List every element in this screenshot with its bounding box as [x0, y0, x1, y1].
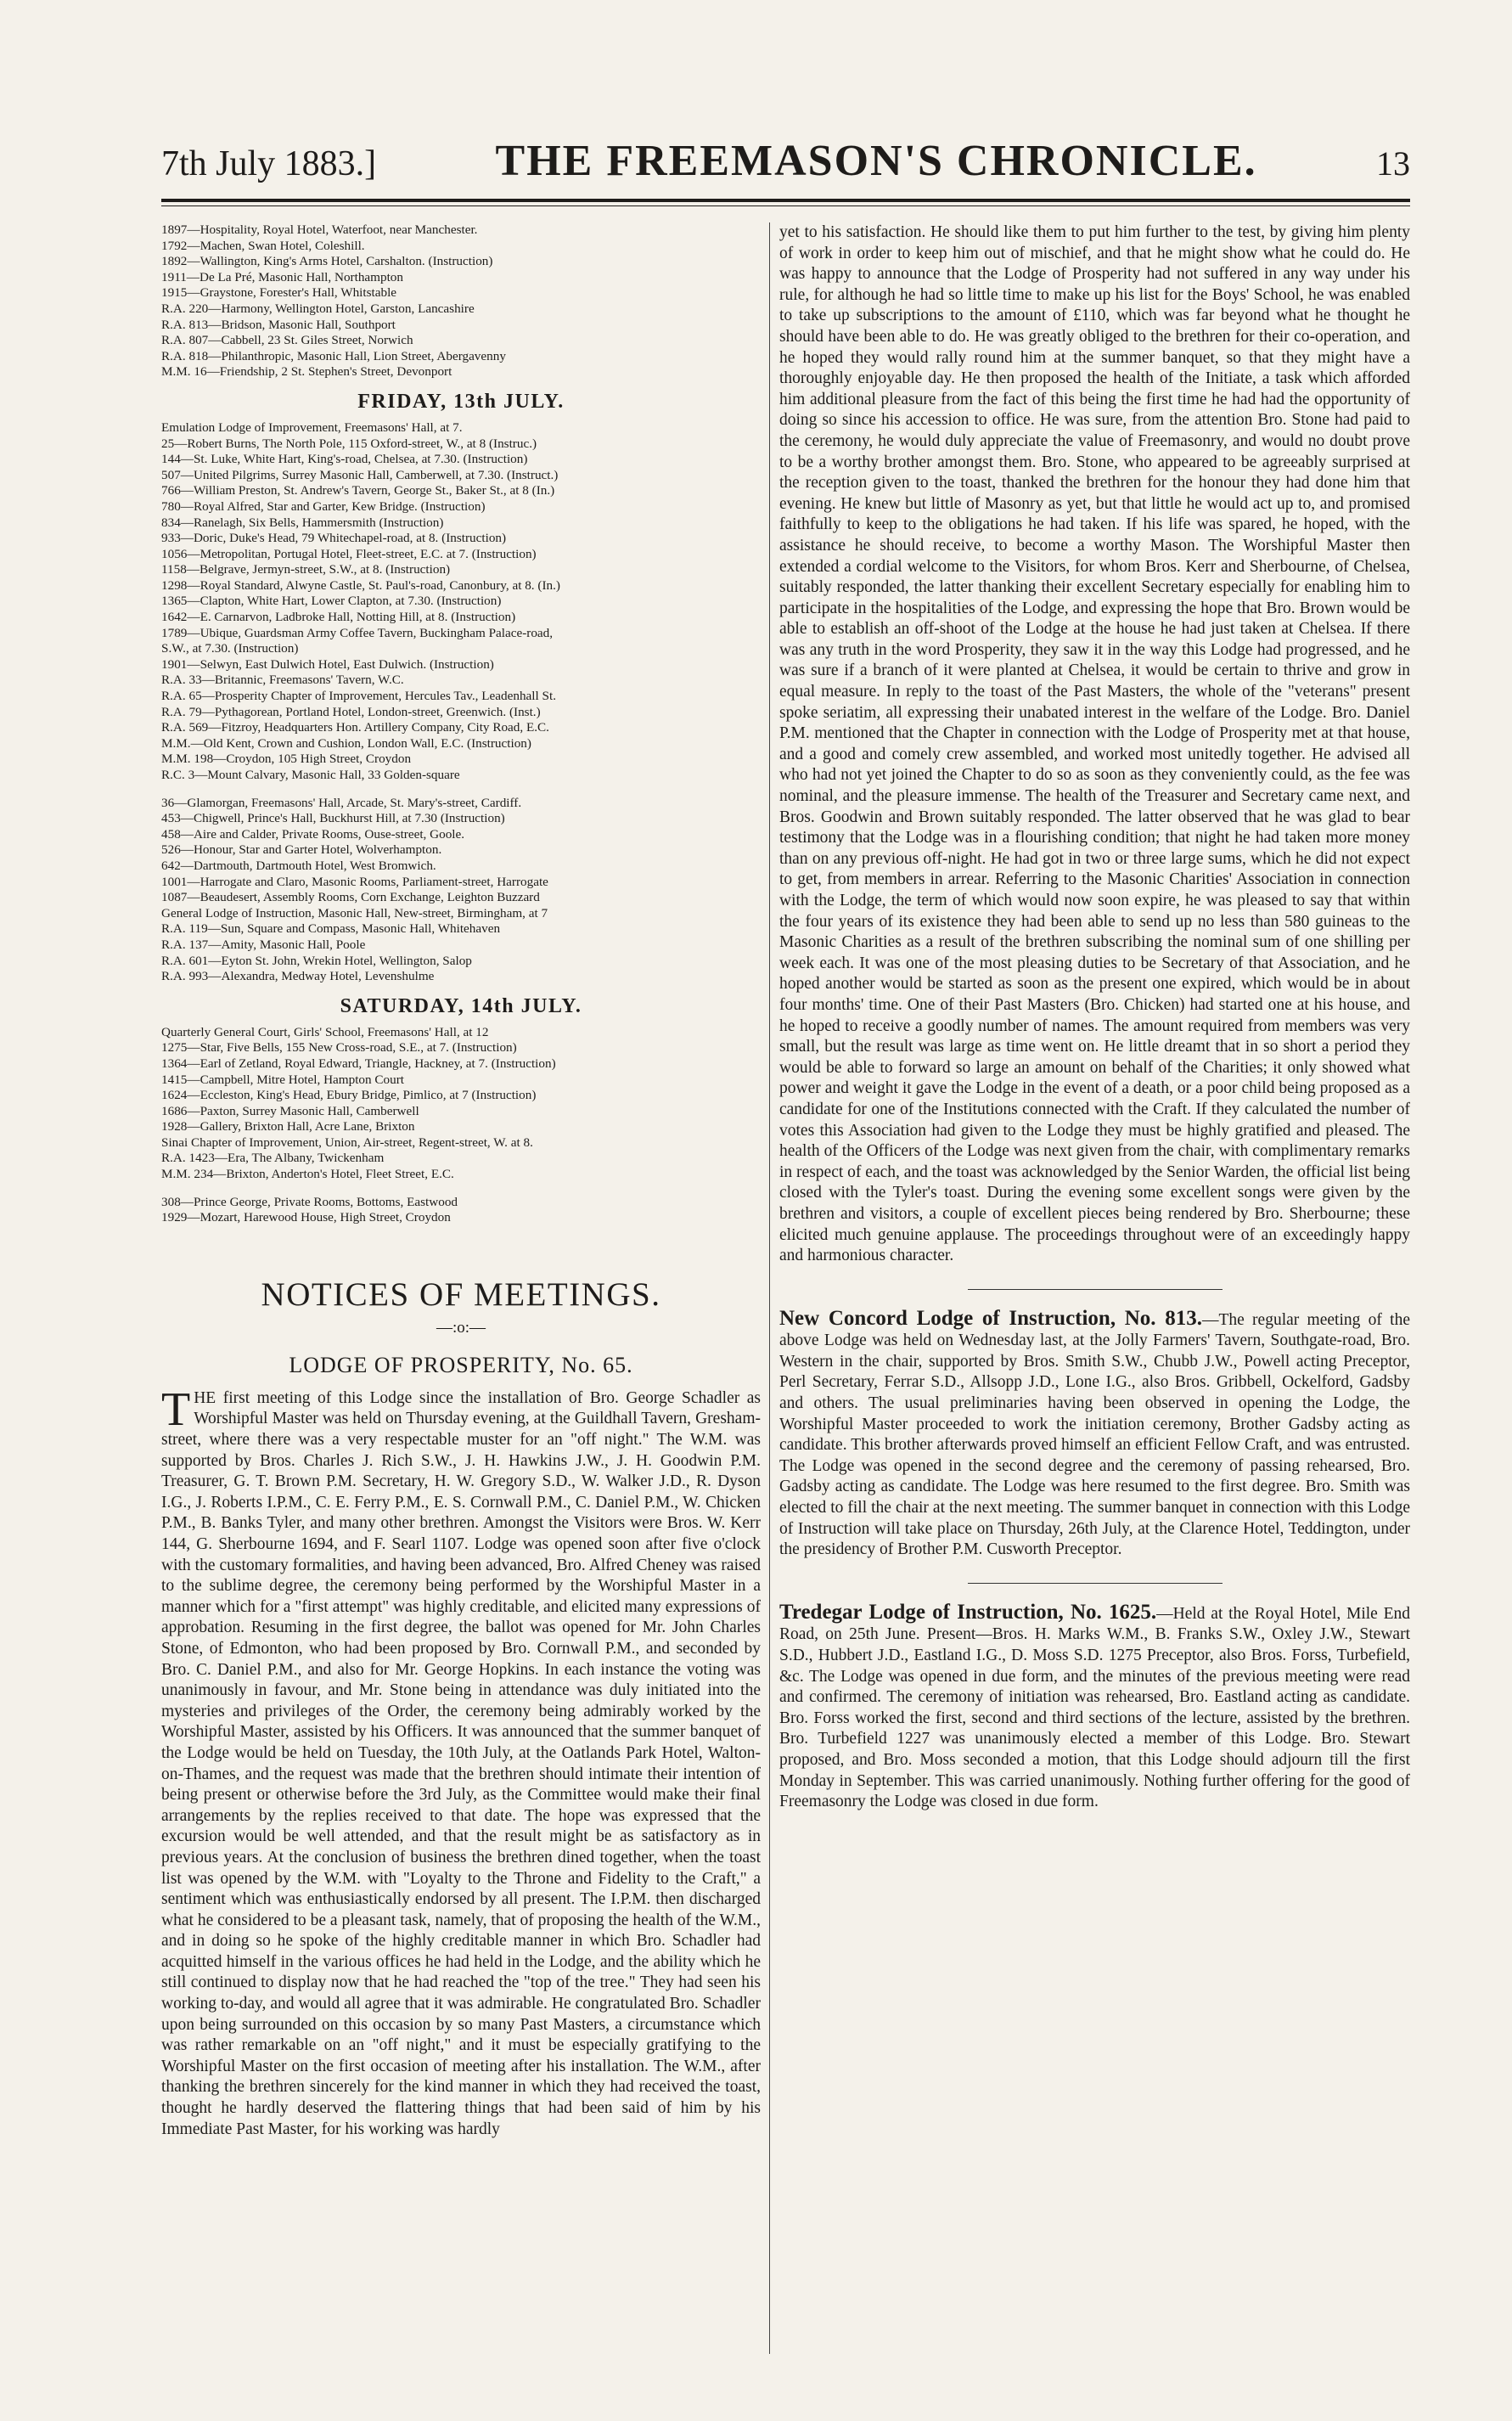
meeting-list-item: General Lodge of Instruction, Masonic Hall, New-street, Birmingham, at 7: [161, 905, 548, 921]
meeting-list-item: 780—Royal Alfred, Star and Garter, Kew Bridge. (Instruction): [161, 498, 486, 514]
meeting-list-item: R.A. 137—Amity, Masonic Hall, Poole: [161, 937, 366, 952]
lodge-prosperity-heading: LODGE OF PROSPERITY, No. 65.: [289, 1352, 633, 1377]
tredegar-body: —Held at the Royal Hotel, Mile End Road, on 25th June. Present—Bros. H. Marks W.M., B. Franks S.W., Oxley J.W., Stewart S.D., Hubbert J.D., Eastland I.G., D. Moss S.D. 1275 Preceptor, also Bros. Forss, Turbefield, &c. The Lodge was opened in due form, and the minutes of the previous meeting were read and confirmed. The ceremony of initiation was rehearsed, Bro. Eastland acting as candidate. Bro. Forss worked the first, second and third sections of the lecture, assisted by the brethren. Bro. Turbefield 1227 was unanimously elected a member of this Lodge. Bro. Stewart proposed, and Bro. Moss seconded a motion, that this Lodge should adjourn till the first Monday in September. This was carried unanimously. Nothing further offering for the good of Freemasonry the Lodge was closed in due form.: [779, 1604, 1410, 1811]
meeting-list-item: 834—Ranelagh, Six Bells, Hammersmith (Instruction): [161, 515, 444, 530]
meeting-list-item: S.W., at 7.30. (Instruction): [161, 641, 299, 656]
meeting-list-item: 1897—Hospitality, Royal Hotel, Waterfoot, near Manchester.: [161, 222, 478, 237]
meeting-list-item: 1928—Gallery, Brixton Hall, Acre Lane, Brixton: [161, 1119, 415, 1134]
meeting-list-item: 1915—Graystone, Forester's Hall, Whitstable: [161, 285, 397, 301]
meeting-list-item: 507—United Pilgrims, Surrey Masonic Hall, Camberwell, at 7.30. (Instruct.): [161, 467, 559, 482]
article-separator-rule: [968, 1583, 1223, 1584]
new-concord-title: New Concord Lodge of Instruction, No. 813.: [779, 1306, 1202, 1330]
meeting-list-item: 36—Glamorgan, Freemasons' Hall, Arcade, St. Mary's-street, Cardiff.: [161, 795, 522, 810]
meeting-list-item: M.M. 198—Croydon, 105 High Street, Croydon: [161, 752, 412, 767]
meeting-list-item: R.A. 813—Bridson, Masonic Hall, Southport: [161, 317, 396, 332]
meeting-list-item: 1929—Mozart, Harewood House, High Street, Croydon: [161, 1210, 451, 1225]
page-number: 13: [1376, 144, 1410, 183]
meeting-list-item: 1415—Campbell, Mitre Hotel, Hampton Court: [161, 1072, 404, 1087]
meeting-list-item: 1001—Harrogate and Claro, Masonic Rooms, Parliament-street, Harrogate: [161, 874, 548, 889]
tredegar-title: Tredegar Lodge of Instruction, No. 1625.: [779, 1600, 1157, 1624]
list-gap: [161, 784, 761, 796]
meeting-list-item: R.A. 119—Sun, Square and Compass, Masonic Hall, Whitehaven: [161, 921, 501, 937]
meeting-list-item: 1686—Paxton, Surrey Masonic Hall, Camberwell: [161, 1103, 419, 1118]
meeting-list-item: 1624—Eccleston, King's Head, Ebury Bridge, Pimlico, at 7 (Instruction): [161, 1088, 537, 1103]
meeting-list-item: 1158—Belgrave, Jermyn-street, S.W., at 8. (Instruction): [161, 562, 451, 577]
meeting-list-item: R.A. 818—Philanthropic, Masonic Hall, Lion Street, Abergavenny: [161, 348, 506, 363]
meeting-list-item: R.A. 569—Fitzroy, Headquarters Hon. Artillery Company, City Road, E.C.: [161, 720, 549, 735]
meeting-list-item: 1911—De La Pré, Masonic Hall, Northampton: [161, 269, 403, 284]
meeting-list-item: 526—Honour, Star and Garter Hotel, Wolverhampton.: [161, 842, 442, 858]
right-column: [779, 222, 1410, 2354]
meeting-list-item: Quarterly General Court, Girls' School, Freemasons' Hall, at 12: [161, 1024, 489, 1039]
meeting-list-item: Emulation Lodge of Improvement, Freemasons' Hall, at 7.: [161, 419, 463, 435]
meeting-list-item: 1892—Wallington, King's Arms Hotel, Carshalton. (Instruction): [161, 254, 493, 269]
meeting-list-item: R.A. 601—Eyton St. John, Wrekin Hotel, Wellington, Salop: [161, 953, 472, 968]
notices-heading: NOTICES OF MEETINGS.: [261, 1275, 661, 1313]
page-header: [161, 136, 1410, 195]
issue-date: 7th July 1883.]: [161, 144, 377, 183]
meeting-list-item: 766—William Preston, St. Andrew's Tavern, George St., Baker St., at 8 (In.): [161, 483, 555, 498]
meeting-list-item: 1298—Royal Standard, Alwyne Castle, St. Paul's-road, Canonbury, at 8. (In.): [161, 577, 560, 593]
report-continuation: yet to his satisfaction. He should like them to put him further to the test, by giving him plenty of work in order to keep him out of mischief, and that he might show what he could do. He was happy to announce that the Lodge of Prosperity had not suffered in any way under his rule, for although he had so little time to make up his list for the Boys' School, he was enabled to take up subscriptions to the amount of £110, which was far beyond what he thought he should have been able to do. He was greatly obliged to the brethren for their co-operation, and he hoped they would rally round him at the summer banquet, so that they might have a thoroughly enjoyable day. He then proposed the health of the Initiate, a task which afforded him additional pleasure from the fact of this being the first time he had had the opportunity of doing so since his accession to office. He was sure, from the attention Bro. Stone had paid to the ceremony, he would duly appreciate the value of Freemasonry, and would no doubt prove to be a worthy brother amongst them. Bro. Stone, who appeared to be agreeably surprised at the reception given to the toast, thanked the brethren for the honour they had done him that evening. He knew but little of Masonry as yet, but that little he would act up to, and promised faithfully to keep to the obligations he had taken. If his life was spared, he hoped, with the assistance he should receive, to become a worthy Mason. The Worshipful Master then extended a cordial welcome to the Visitors, for whom Bros. Kerr and Sherbourne, of Chelsea, suitably responded, the latter thanking their excellent Secretary especially for enabling him to participate in the hospitalities of the Lodge, and expressing the hope that Bro. Brown would be able to establish an off-shoot of the Lodge at the house he had just taken at Chelsea. If there was any truth in the word Prosperity, they saw it in the way this Lodge had progressed, and he was sure if a branch of it were planted at Chelsea, it would be certain to thrive and grow in equal measure. In reply to the toast of the Past Masters, the whole of the "veterans" present spoke seriatim, all expressing their unabated interest in the welfare of the Lodge. Bro. Daniel P.M. mentioned that the Chapter in connection with the Lodge of Prosperity met at that house, and a good and comely crew assembled, and worked most unitedly together. He advised all who had not yet joined the Chapter to do so as soon as they conveniently could, as the fee was nominal, and the pleasure immense. The health of the Treasurer and Secretary came next, and Bros. Goodwin and Brown suitably responded. The latter observed that he was glad to bear testimony that the Lodge was in a flourishing condition; that night he had taken more money than on any previous off-night. He had got in two or three large sums, which he did not expect to get, from members in arrear. Referring to the Masonic Charities' Association in connection with the Lodge, the term of which would now soon expire, he was pleased to say that within the four years of its existence they had been able to send up no less than 580 guineas to the Masonic Charities as a result of the brethren subscribing the nominal sum of one shilling per week each. It was one of the most pleasing duties to be Secretary of that Association, and he hoped another would be started as soon as the present one expired, which would be in about four months' time. One of their Past Masters (Bro. Chicken) had started one at his house, and he hoped to receive a goodly number of names. The amount required from members was very small, but the result was large as time went on. He little dreamt that in so short a period they would be able to forward so large an amount on behalf of the Charities; it only showed what power and weight it gave the Lodge in the event of a death, or a poor child being proposed as a candidate for one of the Institutions connected with the Craft. If they calculated the number of votes this Association had given to the Lodge they must be highly gratified and pleased. The health of the Officers of the Lodge was next given from the chair, with complimentary remarks in respect of each, and the toast was acknowledged by the Senior Warden, the official list being closed with the Tyler's toast. During the evening some excellent songs were given by the brethren and visitors, a couple of excellent pieces being rendered by Bro. Sherbourne; these elicited much genuine applause. The proceedings throughout were of an exceedingly happy and harmonious character.: [779, 223, 1410, 1265]
meeting-list-item: Sinai Chapter of Improvement, Union, Air-street, Regent-street, W. at 8.: [161, 1134, 533, 1150]
header-rule-thick: [161, 199, 1410, 202]
new-concord-body: —The regular meeting of the above Lodge was held on Wednesday last, at the Jolly Farmers' Tavern, Southgate-road, Bro. Western in the chair, supported by Bros. Smith S.W., Chubb J.W., Powell acting Preceptor, Perl Secretary, Ferrar S.D., Allsopp J.D., Lone I.G., also Bros. Gribbell, Ockelford, Gadsby and others. The usual preliminaries having been observed in opening the Lodge, the Worshipful Master proceeded to work the initiation ceremony, Brother Gadsby acting as candidate. This brother afterwards proved himself an efficient Fellow Craft, and was entrusted. The Lodge was opened in the second degree and the ceremony of passing rehearsed, Bro. Gadsby acting as candidate. The Lodge was here resumed to the first degree. Bro. Smith was elected to fill the chair at the next meeting. The summer banquet in connection with this Lodge of Instruction will take place on Thursday, 26th July, at the Clarence Hotel, Teddington, under the presidency of Brother P.M. Cusworth Preceptor.: [779, 1310, 1410, 1559]
meeting-list-item: 642—Dartmouth, Dartmouth Hotel, West Bromwich.: [161, 858, 436, 873]
meeting-list-item: R.A. 1423—Era, The Albany, Twickenham: [161, 1151, 385, 1166]
drop-cap: T: [161, 1382, 191, 1436]
meeting-list-item: M.M. 16—Friendship, 2 St. Stephen's Street, Devonport: [161, 364, 452, 380]
report-body-text: HE first meeting of this Lodge since the installation of Bro. George Schadler as Worshipful Master was held on Thursday evening, at the Guildhall Tavern, Gresham-street, where there was a very respectable muster for an "off night." The W.M. was supported by Bros. Charles J. Rich S.W., J. H. Hawkins J.W., J. H. Goodwin P.M. Treasurer, G. T. Brown P.M. Secretary, H. W. Gregory S.D., W. Walker J.D., R. Dyson I.G., J. Roberts I.P.M., C. E. Ferry P.M., E. S. Cornwall P.M., C. Daniel P.M., W. Chicken P.M., B. Banks Tyler, and many other brethren. Amongst the Visitors were Bros. W. Kerr 144, G. Sherbourne 1694, and F. Searl 1107. Lodge was opened soon after five o'clock with the customary formalities, and having been advanced, Bro. Alfred Cheney was raised to the sublime degree, the ceremony being performed by the Worshipful Master in a manner which for a "first attempt" was highly creditable, and elicited many expressions of approbation. Resuming in the first degree, the ballot was opened for Mr. John Charles Stone, of Edmonton, who had been proposed by Bro. Cornwall P.M., and seconded by Bro. C. Daniel P.M., and also for Mr. George Hopkins. In each instance the voting was unanimously in favour, and Mr. Stone being in attendance was duly initiated into the mysteries and privileges of the Order, the ceremony being admirably worked by the Worshipful Master, assisted by his Officers. It was announced that the summer banquet of the Lodge would be held on Tuesday, the 10th July, at the Oatlands Park Hotel, Walton-on-Thames, and the request was made that the brethren should intimate their intention of being present or otherwise before the 3rd July, as the Committee would make their final arrangements by the replies received to that date. The hope was expressed that the excursion would be well attended, and that the result might be as satisfactory as in previous years. At the conclusion of business the brethren dined together, when the toast list was opened by the W.M. with "Loyalty to the Throne and Fidelity to the Craft," a sentiment which was enthusiastically endorsed by all present. The I.P.M. then discharged what he considered to be a pleasant task, namely, that of proposing the health of the W.M., and in doing so he spoke of the highly creditable manner in which Bro. Schadler had acquitted himself in the various offices he had held in the Lodge, and the ability which he still continued to display now that he had reached the "top of the tree." They had seen his working to-day, and would all agree that it was admirable. He congratulated Bro. Schadler upon being surrounded on this occasion by so many Past Masters, a circumstance which was rather remarkable on an "off night," and it must be especially gratifying to the Worshipful Master on the first occasion of meeting after his installation. The W.M., after thanking the brethren sincerely for the kind manner in which they had received the toast, thought he hardly deserved the flattering things that had been said of him by his Immediate Past Master, for his working was hardly: [161, 1388, 761, 2138]
meeting-list-item: R.A. 220—Harmony, Wellington Hotel, Garston, Lancashire: [161, 301, 475, 316]
meeting-list-item: 144—St. Luke, White Hart, King's-road, Chelsea, at 7.30. (Instruction): [161, 452, 528, 467]
publication-title: THE FREEMASON'S CHRONICLE.: [495, 137, 1257, 185]
thursday-meetings-list: [161, 222, 761, 380]
new-concord-report: [779, 1306, 1410, 1561]
meeting-list-item: R.C. 3—Mount Calvary, Masonic Hall, 33 Golden-square: [161, 768, 460, 782]
friday-heading: FRIDAY, 13th JULY.: [357, 390, 565, 413]
saturday-heading: SATURDAY, 14th JULY.: [340, 994, 582, 1017]
column-divider: [769, 222, 770, 2354]
section-separator: —:o:—: [436, 1318, 486, 1337]
meeting-list-item: 1056—Metropolitan, Portugal Hotel, Fleet-street, E.C. at 7. (Instruction): [161, 546, 537, 561]
meeting-list-item: R.A. 79—Pythagorean, Portland Hotel, London-street, Greenwich. (Inst.): [161, 704, 541, 719]
tredegar-report: [779, 1602, 1410, 1813]
meeting-list-item: M.M.—Old Kent, Crown and Cushion, London Wall, E.C. (Instruction): [161, 735, 531, 751]
meeting-list-item: 458—Aire and Calder, Private Rooms, Ouse-street, Goole.: [161, 826, 465, 842]
meeting-list-item: M.M. 234—Brixton, Anderton's Hotel, Fleet Street, E.C.: [161, 1167, 454, 1182]
meeting-list-item: 1087—Beaudesert, Assembly Rooms, Corn Exchange, Leighton Buzzard: [161, 890, 540, 905]
friday-meetings-list: [161, 420, 761, 985]
saturday-meetings-list: [161, 1025, 761, 1226]
meeting-list-item: 933—Doric, Duke's Head, 79 Whitechapel-road, at 8. (Instruction): [161, 531, 507, 546]
meeting-list-item: 1901—Selwyn, East Dulwich Hotel, East Dulwich. (Instruction): [161, 656, 494, 672]
meeting-list-item: R.A. 33—Britannic, Freemasons' Tavern, W.C.: [161, 673, 404, 688]
meeting-list-item: 25—Robert Burns, The North Pole, 115 Oxford-street, W., at 8 (Instruc.): [161, 436, 537, 451]
meeting-list-item: 308—Prince George, Private Rooms, Bottoms, Eastwood: [161, 1194, 458, 1209]
left-column: [161, 222, 761, 2354]
list-gap: [161, 1183, 761, 1195]
meeting-list-item: 1642—E. Carnarvon, Ladbroke Hall, Notting Hill, at 8. (Instruction): [161, 610, 516, 625]
meeting-list-item: R.A. 65—Prosperity Chapter of Improvement, Hercules Tav., Leadenhall St.: [161, 689, 556, 704]
meeting-list-item: R.A. 807—Cabbell, 23 St. Giles Street, Norwich: [161, 333, 413, 348]
meeting-list-item: 1365—Clapton, White Hart, Lower Clapton, at 7.30. (Instruction): [161, 594, 502, 609]
meeting-list-item: 1364—Earl of Zetland, Royal Edward, Triangle, Hackney, at 7. (Instruction): [161, 1056, 556, 1071]
meeting-list-item: 1792—Machen, Swan Hotel, Coleshill.: [161, 238, 365, 253]
lodge-prosperity-report: [161, 1382, 761, 2140]
article-separator-rule: [968, 1289, 1223, 1290]
meeting-list-item: 453—Chigwell, Prince's Hall, Buckhurst Hill, at 7.30 (Instruction): [161, 811, 505, 826]
meeting-list-item: 1275—Star, Five Bells, 155 New Cross-road, S.E., at 7. (Instruction): [161, 1040, 517, 1056]
meeting-list-item: 1789—Ubique, Guardsman Army Coffee Tavern, Buckingham Palace-road,: [161, 625, 554, 640]
meeting-list-item: R.A. 993—Alexandra, Medway Hotel, Levenshulme: [161, 969, 435, 984]
